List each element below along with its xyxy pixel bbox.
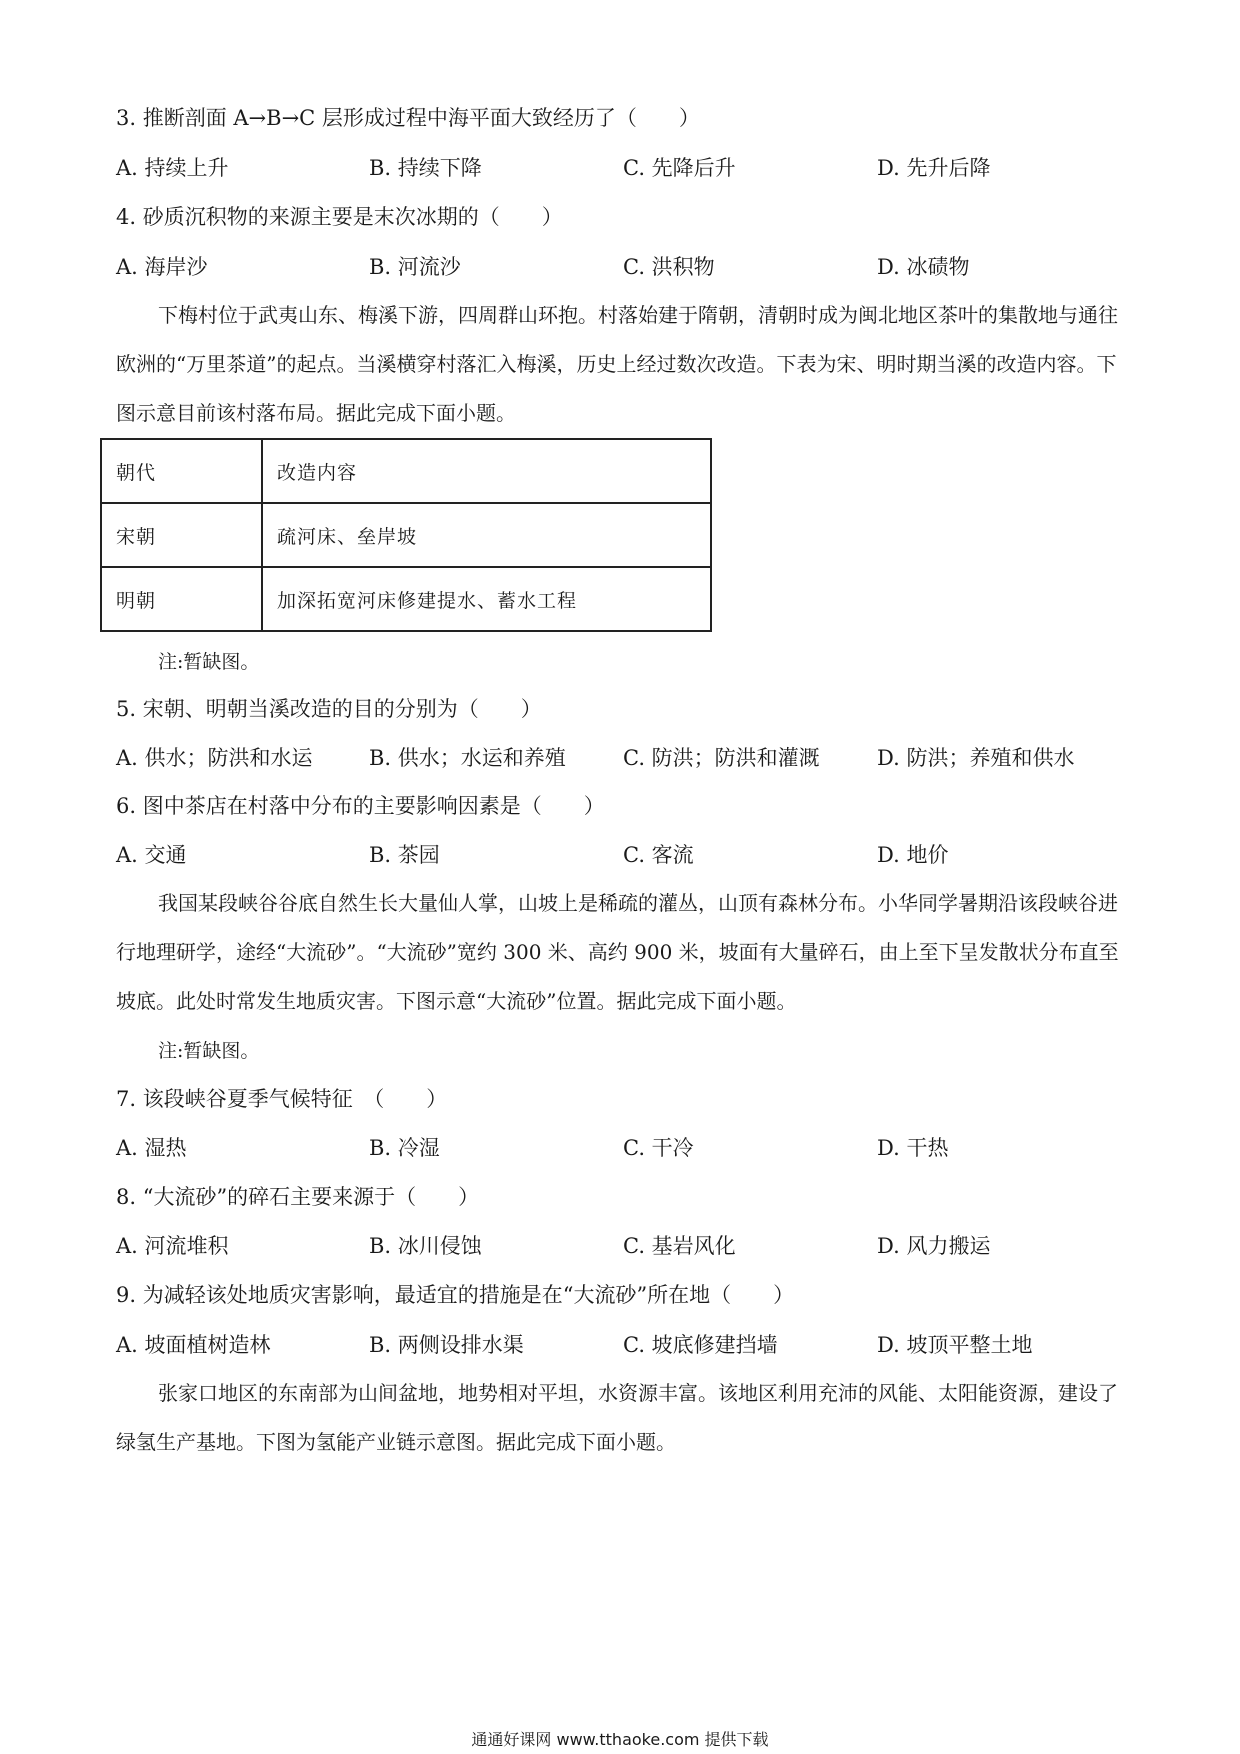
- option-a: A. 坡面植树造林: [116, 1333, 271, 1357]
- question-7-options: [116, 1133, 1116, 1163]
- option-a: A. 湿热: [116, 1136, 187, 1160]
- option-b: B. 茶园: [369, 843, 440, 867]
- table-cell: 加深拓宽河床修建提水、蓄水工程: [262, 567, 711, 631]
- option-c: C. 干冷: [623, 1136, 694, 1160]
- option-d: D. 地价: [877, 843, 949, 867]
- question-9-options: [116, 1330, 1116, 1360]
- option-a: A. 交通: [116, 843, 187, 867]
- option-d: D. 风力搬运: [877, 1234, 991, 1258]
- table-cell: 明朝: [101, 567, 262, 631]
- table-header-content: 改造内容: [262, 439, 711, 503]
- option-a: A. 持续上升: [116, 156, 229, 180]
- option-a: A. 供水；防洪和水运: [116, 746, 313, 770]
- question-9-stem: 9. 为减轻该处地质灾害影响，最适宜的措施是在“大流砂”所在地（ ）: [116, 1283, 795, 1307]
- option-c: C. 洪积物: [623, 255, 715, 279]
- option-d: D. 冰碛物: [877, 255, 970, 279]
- option-c: C. 先降后升: [623, 156, 736, 180]
- question-5-stem: 5. 宋朝、明朝当溪改造的目的分别为（ ）: [116, 697, 542, 721]
- option-d: D. 先升后降: [877, 156, 991, 180]
- option-d: D. 干热: [877, 1136, 949, 1160]
- option-c: C. 防洪；防洪和灌溉: [623, 746, 820, 770]
- question-6-stem: 6. 图中茶店在村落中分布的主要影响因素是（ ）: [116, 794, 605, 818]
- option-b: B. 持续下降: [369, 156, 482, 180]
- option-c: C. 坡底修建挡墙: [623, 1333, 778, 1357]
- question-5-options: [116, 743, 1116, 773]
- table-header-row: [101, 439, 711, 503]
- question-8-options: [116, 1231, 1116, 1261]
- table-row: [101, 567, 711, 631]
- passage-zhangjiakou: 张家口地区的东南部为山间盆地，地势相对平坦，水资源丰富。该地区利用充沛的风能、太阳能资源，建设了绿氢生产基地。下图为氢能产业链示意图。据此完成下面小题。: [116, 1381, 1118, 1454]
- option-a: A. 河流堆积: [116, 1234, 229, 1258]
- question-8-stem: 8. “大流砂”的碎石主要来源于（ ）: [116, 1185, 480, 1209]
- missing-figure-note: 注:暂缺图。: [158, 1040, 260, 1062]
- option-d: D. 坡顶平整土地: [877, 1333, 1033, 1357]
- missing-figure-note: 注:暂缺图。: [158, 651, 260, 673]
- option-c: C. 基岩风化: [623, 1234, 736, 1258]
- question-3-stem: 3. 推断剖面 A→B→C 层形成过程中海平面大致经历了（ ）: [116, 106, 700, 130]
- page-footer: 通通好课网 www.tthaoke.com 提供下载: [471, 1730, 769, 1749]
- option-b: B. 冷湿: [369, 1136, 440, 1160]
- question-3-options: [116, 153, 1116, 183]
- passage-canyon: 我国某段峡谷谷底自然生长大量仙人掌，山坡上是稀疏的灌丛，山顶有森林分布。小华同学暑期沿该段峡谷进行地理研学，途经“大流砂”。“大流砂”宽约 300 米、高约 900 米，坡面有大量碎石，由上至下呈发散状分布直至坡底。此处时常发生地质灾害。下图示意“大流砂”位置。据此完成下面小题。: [116, 891, 1119, 1013]
- question-4-stem: 4. 砂质沉积物的来源主要是末次冰期的（ ）: [116, 205, 563, 229]
- option-d: D. 防洪；养殖和供水: [877, 746, 1075, 770]
- table-header-dynasty: 朝代: [101, 439, 262, 503]
- option-b: B. 供水；水运和养殖: [369, 746, 566, 770]
- table-cell: 疏河床、垒岸坡: [262, 503, 711, 567]
- passage-xiamei-village: 下梅村位于武夷山东、梅溪下游，四周群山环抱。村落始建于隋朝，清朝时成为闽北地区茶叶的集散地与通往欧洲的“万里茶道”的起点。当溪横穿村落汇入梅溪，历史上经过数次改造。下表为宋、明时期当溪的改造内容。下图示意目前该村落布局。据此完成下面小题。: [116, 303, 1118, 425]
- question-7-stem: 7. 该段峡谷夏季气候特征 （ ）: [116, 1087, 448, 1111]
- table-row: [101, 503, 711, 567]
- option-c: C. 客流: [623, 843, 694, 867]
- option-b: B. 河流沙: [369, 255, 461, 279]
- table-cell: 宋朝: [101, 503, 262, 567]
- option-b: B. 冰川侵蚀: [369, 1234, 482, 1258]
- reform-table: [100, 438, 712, 632]
- question-4-options: [116, 252, 1116, 282]
- option-b: B. 两侧设排水渠: [369, 1333, 524, 1357]
- question-6-options: [116, 840, 1116, 870]
- option-a: A. 海岸沙: [116, 255, 208, 279]
